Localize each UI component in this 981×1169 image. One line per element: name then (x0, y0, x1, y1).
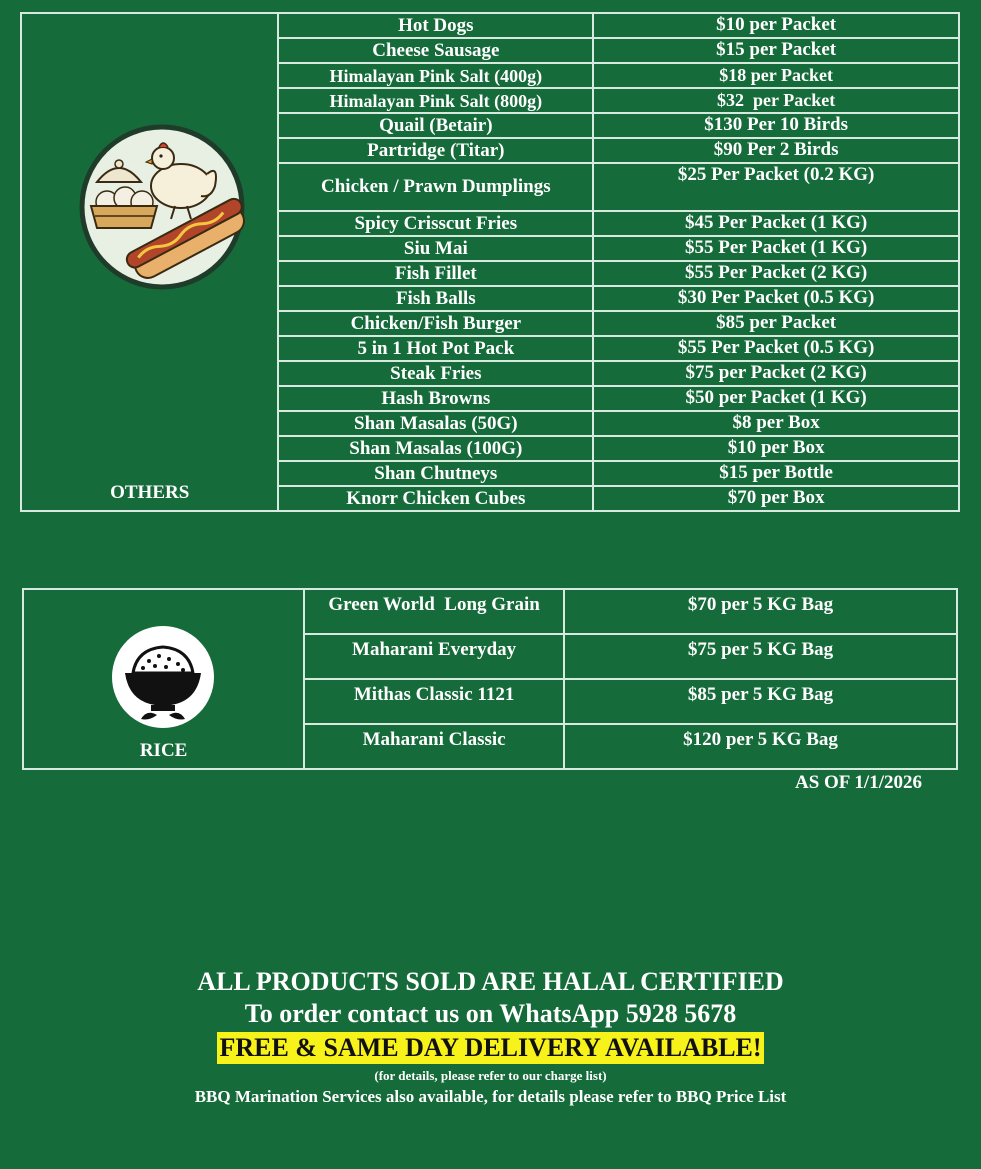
item-name: Fish Fillet (278, 261, 593, 286)
item-name: Shan Chutneys (278, 461, 593, 486)
item-name: Mithas Classic 1121 (304, 679, 564, 724)
item-name: Himalayan Pink Salt (800g) (278, 88, 593, 113)
item-price: $75 per Packet (2 KG) (593, 361, 959, 386)
category-label-others: OTHERS (110, 482, 190, 503)
delivery-banner: FREE & SAME DAY DELIVERY AVAILABLE! (219, 1033, 762, 1062)
item-name: Partridge (Titar) (278, 138, 593, 163)
delivery-note: (for details, please refer to our charge list) (374, 1068, 607, 1083)
others-table-body (21, 13, 959, 511)
item-name: Green World Long Grain (304, 589, 564, 634)
item-price: $15 per Bottle (593, 461, 959, 486)
item-price: $70 per Box (593, 486, 959, 511)
item-price: $18 per Packet (593, 63, 959, 88)
item-name: 5 in 1 Hot Pot Pack (278, 336, 593, 361)
item-name: Knorr Chicken Cubes (278, 486, 593, 511)
item-price: $90 Per 2 Birds (593, 138, 959, 163)
item-price: $30 Per Packet (0.5 KG) (593, 286, 959, 311)
item-name: Siu Mai (278, 236, 593, 261)
rice-bowl-icon (111, 625, 215, 734)
bbq-services-note: BBQ Marination Services also available, for details please refer to BBQ Price List (194, 1087, 787, 1106)
table-row (21, 13, 959, 38)
item-name: Shan Masalas (50G) (278, 411, 593, 436)
table-row (23, 589, 957, 634)
item-name: Hot Dogs (278, 13, 593, 38)
item-price: $55 Per Packet (2 KG) (593, 261, 959, 286)
footer (0, 966, 981, 1108)
others-category-cell (21, 13, 278, 511)
item-price: $130 Per 10 Birds (593, 113, 959, 138)
item-price: $10 per Box (593, 436, 959, 461)
halal-notice: ALL PRODUCTS SOLD ARE HALAL CERTIFIED (197, 967, 784, 996)
item-name: Chicken/Fish Burger (278, 311, 593, 336)
category-label-rice: RICE (139, 740, 188, 761)
rice-price-table (22, 588, 958, 770)
item-price: $50 per Packet (1 KG) (593, 386, 959, 411)
item-name: Maharani Classic (304, 724, 564, 769)
item-name: Chicken / Prawn Dumplings (278, 163, 593, 211)
item-price: $25 Per Packet (0.2 KG) (593, 163, 959, 211)
item-price: $85 per Packet (593, 311, 959, 336)
item-price: $15 per Packet (593, 38, 959, 63)
item-name: Quail (Betair) (278, 113, 593, 138)
item-name: Himalayan Pink Salt (400g) (278, 63, 593, 88)
item-price: $10 per Packet (593, 13, 959, 38)
whatsapp-contact: To order contact us on WhatsApp 5928 5678 (244, 999, 737, 1028)
item-price: $32 per Packet (593, 88, 959, 113)
rice-category-cell (23, 589, 304, 769)
item-name: Steak Fries (278, 361, 593, 386)
item-price: $70 per 5 KG Bag (564, 589, 957, 634)
item-price: $85 per 5 KG Bag (564, 679, 957, 724)
item-price: $45 Per Packet (1 KG) (593, 211, 959, 236)
item-price: $75 per 5 KG Bag (564, 634, 957, 679)
item-name: Cheese Sausage (278, 38, 593, 63)
item-price: $55 Per Packet (1 KG) (593, 236, 959, 261)
others-price-table (20, 12, 960, 512)
item-name: Hash Browns (278, 386, 593, 411)
as-of-date: AS OF 1/1/2026 (794, 772, 922, 793)
item-name: Fish Balls (278, 286, 593, 311)
chicken-dumplings-hotdog-icon (79, 124, 245, 295)
item-price: $120 per 5 KG Bag (564, 724, 957, 769)
rice-table-body (23, 589, 957, 769)
item-name: Shan Masalas (100G) (278, 436, 593, 461)
item-name: Spicy Crisscut Fries (278, 211, 593, 236)
item-price: $8 per Box (593, 411, 959, 436)
item-name: Maharani Everyday (304, 634, 564, 679)
item-price: $55 Per Packet (0.5 KG) (593, 336, 959, 361)
